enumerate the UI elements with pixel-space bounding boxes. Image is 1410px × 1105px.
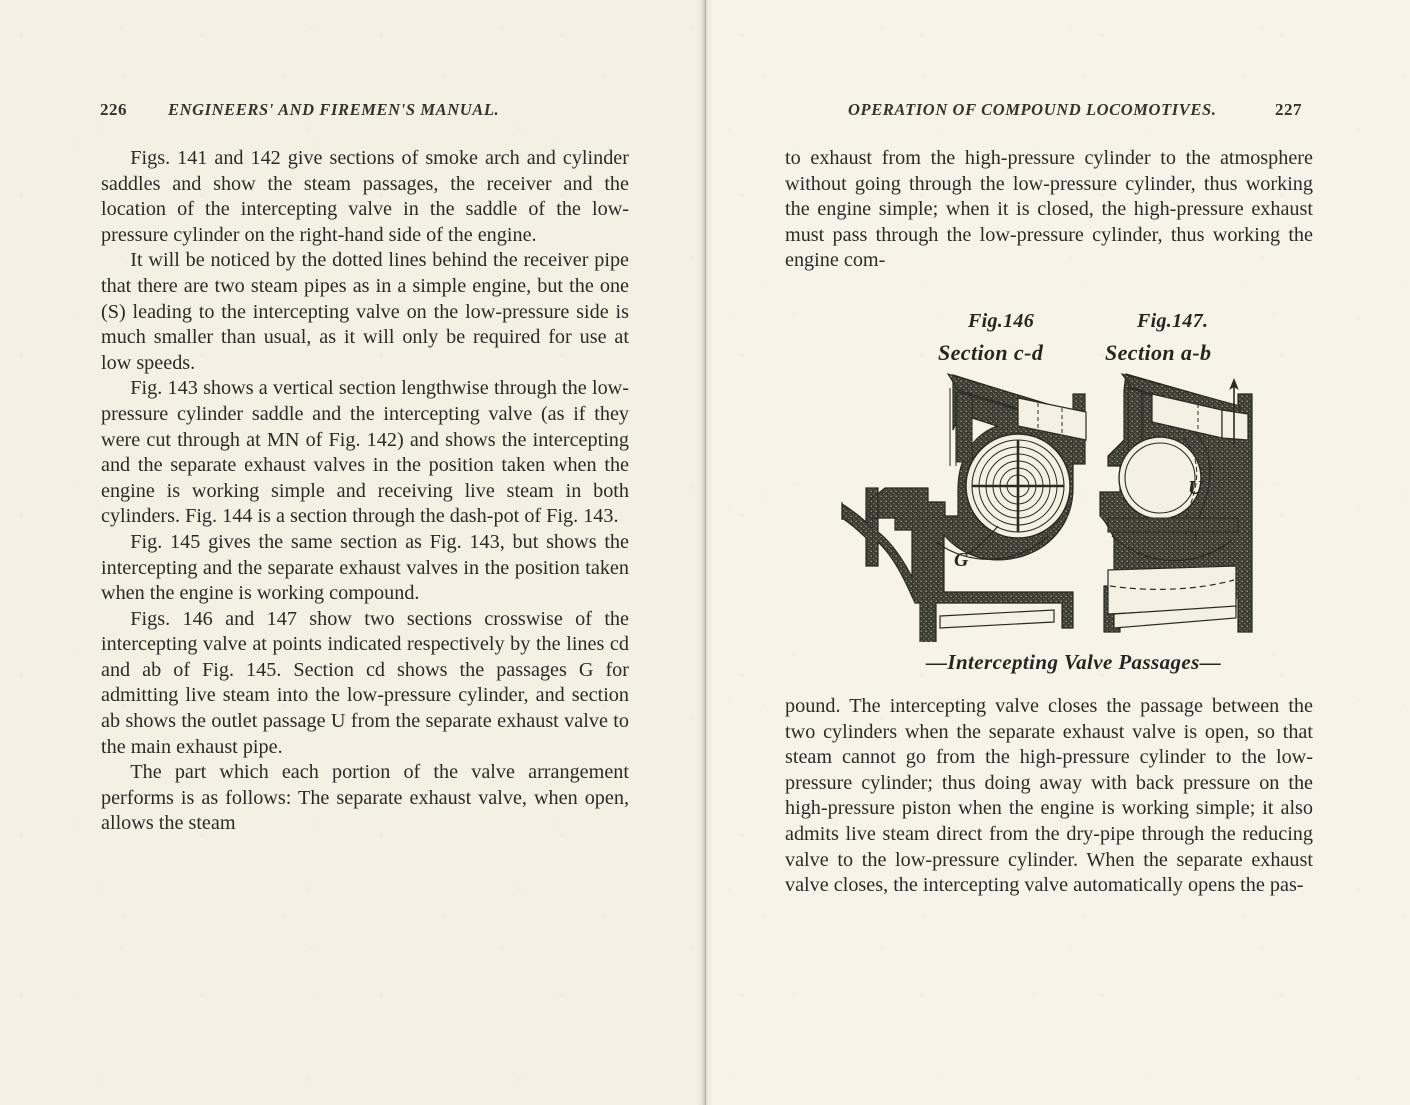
- figure-title: —Intercepting Valve Passages—: [926, 650, 1222, 674]
- intercepting-valve-bore: [966, 434, 1070, 538]
- gutter-fold-line: [705, 0, 706, 1105]
- right-column-text-bottom: [785, 694, 1313, 899]
- paragraph: Figs. 141 and 142 give sections of smoke arch and cylinder saddles and show the steam passages, the receiver and the location of the intercepting valve in the saddle of the low-pressure cylinder on the right-hand side of the engine.: [101, 147, 629, 246]
- saddle-vertical-web: [956, 392, 972, 462]
- running-head-right: OPERATION OF COMPOUND LOCOMOTIVES.: [848, 100, 1217, 119]
- paragraph: pound. The intercepting valve closes the passage between the two cylinders when the separate exhaust valve is open, so that steam cannot go from the high-pressure cylinder to the low-pressure cylinder; thus doing away with back pressure on the high-pressure piston when the engine is working simple; it also admits live steam direct from the dry-pipe through the reducing valve to the low-pressure cylinder. When the separate exhaust valve closes, the intercepting valve automatically opens the pas-: [785, 695, 1313, 897]
- figure-146-number: Fig.146: [968, 310, 1034, 332]
- paragraph: to exhaust from the high-pressure cylinder to the atmosphere without going through the low-pressure cylinder, thus working the engine simple; when it is closed, the high-pressure exhaust must pass through the low-pressure cylinder, thus working the engine com-: [785, 147, 1313, 272]
- figure-147-drawing: [1100, 374, 1252, 632]
- paragraph: It will be noticed by the dotted lines behind the receiver pipe that there are two steam pipes as in a simple engine, but the one (S) leading to the intercepting valve on the low-pressure side is much smaller than usual, as it will only be required for use at low speeds.: [101, 249, 629, 374]
- running-head-left: ENGINEERS' AND FIREMEN'S MANUAL.: [168, 100, 500, 119]
- paragraph: Fig. 145 gives the same section as Fig. 143, but shows the intercepting and the separate exhaust valves in the position taken when the engine is working compound.: [101, 530, 629, 605]
- callout-label-g: G: [954, 549, 969, 571]
- figure-146-drawing: [842, 374, 1086, 642]
- callout-label-u: U: [1188, 477, 1203, 499]
- exhaust-slot-bottom: [940, 610, 1054, 628]
- left-column-text: [101, 146, 629, 837]
- folio-right: 227: [1275, 100, 1302, 119]
- paragraph: Figs. 146 and 147 show two sections crosswise of the intercepting valve at points indicated respectively by the lines cd and ab of Fig. 145. Section cd shows the passages G for admitting live steam into the low-pressure cylinder, and section ab shows the outlet passage U from the separate exhaust valve to the main exhaust pipe.: [101, 607, 629, 758]
- paragraph: Fig. 143 shows a vertical section lengthwise through the low-pressure cylinder saddle and the intercepting valve (as if they were cut through at MN of Fig. 142) and shows the intercepting and the separate exhaust valves in the position taken when the engine is working simple and receiving live steam in both cylinders. Fig. 144 is a section through the dash-pot of Fig. 143.: [101, 377, 629, 528]
- mid-rib-right: [1108, 518, 1238, 532]
- figure-146-section-label: Section c-d: [938, 340, 1044, 365]
- figure-147-section-label: Section a-b: [1105, 340, 1212, 365]
- figure-147-number: Fig.147.: [1137, 310, 1209, 332]
- right-column-text-top: [785, 146, 1313, 274]
- figure-intercepting-valve-passages: [840, 300, 1286, 682]
- paragraph: The part which each portion of the valve arrangement performs is as follows: The separate exhaust valve, when open, allows the steam: [101, 761, 629, 835]
- folio-left: 226: [100, 100, 127, 119]
- engraving-illustration: [840, 370, 1286, 642]
